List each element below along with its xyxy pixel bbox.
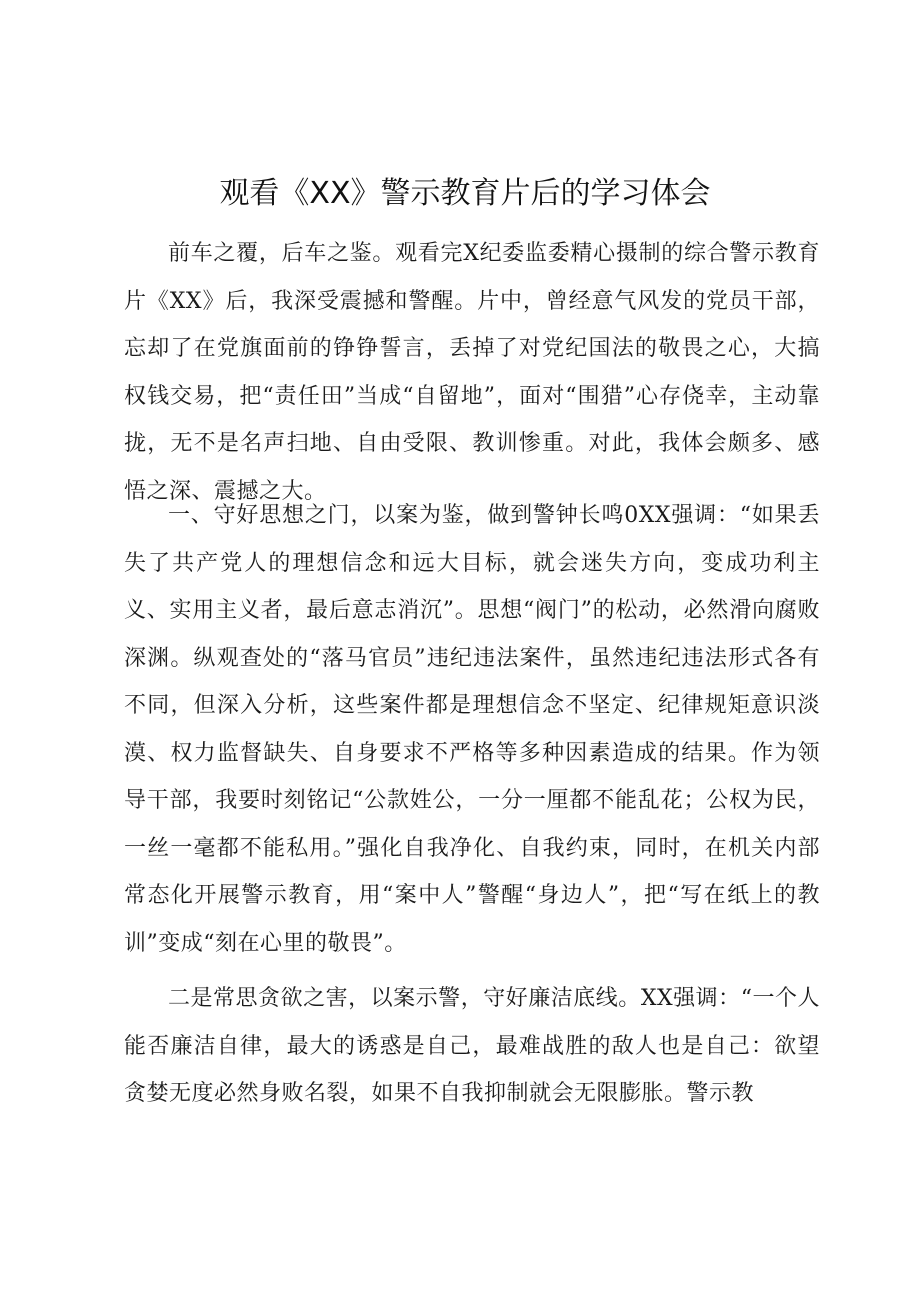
section-one-text: 0XX强调：“如果丢失了共产党人的理想信念和远大目标，就会迷失方向，变成功利主义、实用主义者，最后意志消沉”。思想“阀门”的松动，必然滑向腐败深渊。纵观查处的“落马官员”违纪违法案件，虽然违纪违法形式各有不同，但深入分析，这些案件都是理想信念不坚定、纪律规矩意识淡漠、权力监督缺失、自身要求不严格等多种因素造成的结果。作为领导干部，我要时刻铭记“公款姓公，一分一厘都不能乱花；公权为民，一丝一毫都不能私用。”强化自我净化、自我约束，同时，在机关内部常态化开展警示教育，用“案中人”警醒“身边人”，把“写在纸上的教训”变成“刻在心里的敬畏”。 [124,503,820,956]
paragraph-intro [124,230,820,515]
document-title: 观看《XX》警示教育片后的学习体会 [219,176,711,211]
paragraph-intro-text: 前车之覆，后车之鉴。观看完X纪委监委精心摄制的综合警示教育片《XX》后，我深受震撼和警醒。片中，曾经意气风发的党员干部，忘却了在党旗面前的铮铮誓言，丢掉了对党纪国法的敬畏之心，大搞权钱交易，把“责任田”当成“自留地”，面对“围猎”心存侥幸，主动靠拢，无不是名声扫地、自由受限、教训惨重。对此，我体会颇多、感悟之深、震撼之大。 [124,241,820,504]
section-one-heading: 一、守好思想之门，以案为鉴，做到警钟长鸣 [168,503,625,528]
section-two-text: 二是常思贪欲之害，以案示警，守好廉洁底线。XX强调：“一个人能否廉洁自律，最大的诱惑是自己，最难战胜的敌人也是自己：欲望贪婪无度必然身败名裂，如果不自我抑制就会无限膨胀。警示教 [124,986,820,1106]
paragraph-section-two [124,975,820,1118]
paragraph-section-one [124,492,820,967]
